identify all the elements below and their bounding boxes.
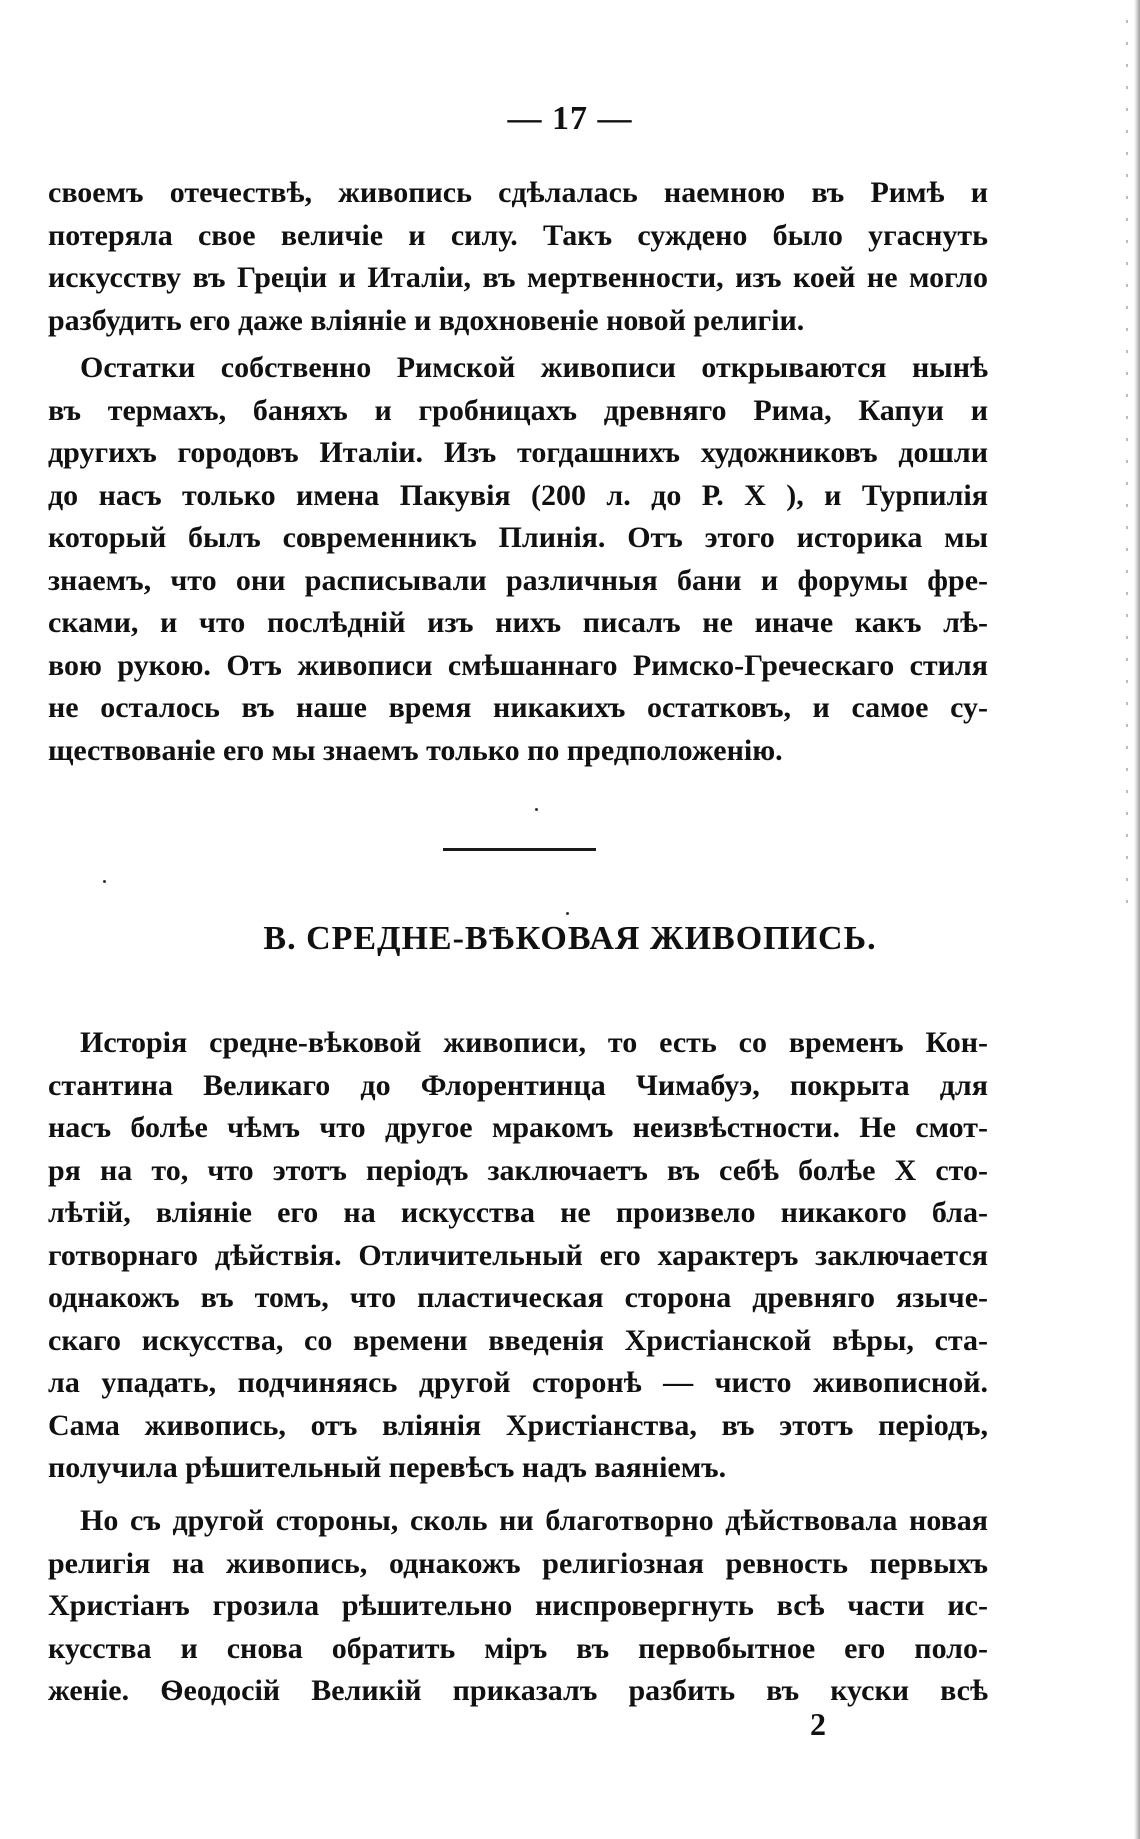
section-heading: В. СРЕДНЕ-ВѢКОВАЯ ЖИВОПИСЬ. [263,920,877,957]
paragraph-2 [48,347,988,772]
print-speck [535,808,538,811]
text-line: въ термахъ, баняхъ и гробницахъ древняго Рима, Капуи и [48,393,988,427]
text-line: до насъ только имена Пакувія (200 л. до Р. Х ), и Турпилія [48,478,988,512]
text-line: вою рукою. Отъ живописи смѣшаннаго Римско-Греческаго стиля [48,648,988,682]
text-line: потеряла свое величіе и силу. Такъ суждено было угаснуть [48,218,988,252]
paragraph-4 [48,1500,988,1713]
text-line: Остатки собственно Римской живописи открываются нынѣ [80,351,988,384]
section-divider [443,848,596,851]
text-line: получила рѣшительный перевѣсъ надъ ваяніемъ. [48,1451,727,1484]
text-line: готворнаго дѣйствія. Отличительный его характеръ заключается [48,1238,988,1272]
page-number: — 17 — [507,100,633,137]
signature-mark: 2 [810,1706,826,1742]
text-line: другихъ городовъ Италіи. Изъ тогдашнихъ художниковъ дошли [48,436,988,469]
print-speck [103,880,106,883]
text-line: ществованіе его мы знаемъ только по предположенію. [48,733,783,767]
paragraph-3 [48,1022,988,1490]
text-line: искусству въ Греціи и Италіи, въ мертвенности, изъ коей не могло [48,261,988,294]
text-line: Христіанъ грозила рѣшительно ниспровергнуть всѣ части ис- [48,1589,988,1622]
paragraph-1 [48,172,988,342]
paragraph-text [48,347,988,772]
text-line: насъ болѣе чѣмъ что другое мракомъ неизвѣстности. Не смот- [48,1111,988,1144]
text-line: скаго искусства, со времени введенія Христіанской вѣры, ста- [48,1323,988,1357]
text-line: однакожъ въ томъ, что пластическая сторона древняго языче- [48,1281,988,1314]
text-line: стантина Великаго до Флорентинца Чимабуэ, покрыта для [48,1068,988,1102]
text-line: разбудить его даже вліяніе и вдохновеніе новой религіи. [48,303,805,337]
text-line: женіе. Ѳеодосій Великій приказалъ разбить въ куски всѣ [48,1674,988,1707]
text-line: Сама живопись, отъ вліянія Христіанства, въ этотъ періодъ, [48,1408,988,1442]
page-edge-marks [1126,20,1128,920]
text-line: лѣтій, вліяніе его на искусства не произвело никакого бла- [48,1196,988,1229]
paragraph-text [48,1022,988,1490]
text-line: кусства и снова обратить міръ въ первобытное его поло- [48,1631,988,1665]
text-line: Исторія средне-вѣковой живописи, то есть со временъ Кон- [80,1026,988,1059]
text-line: сками, и что послѣдній изъ нихъ писалъ не иначе какъ лѣ- [48,606,988,639]
text-line: ла упадать, подчиняясь другой сторонѣ — чисто живописной. [48,1366,988,1399]
paragraph-text [48,1500,988,1713]
text-line: знаемъ, что они расписывали различныя бани и форумы фре- [48,563,988,597]
text-line: не осталось въ наше время никакихъ остатковъ, и самое су- [48,691,988,724]
paragraph-text [48,172,988,342]
text-line: который былъ современникъ Плинія. Отъ этого историка мы [48,521,988,554]
print-speck [566,912,569,915]
text-line: религія на живопись, однакожъ религіозная ревность первыхъ [48,1546,988,1580]
text-line: ря на то, что этотъ періодъ заключаетъ въ себѣ болѣе X сто- [48,1153,988,1187]
text-line: своемъ отечествѣ, живопись сдѣлалась наемною въ Римѣ и [48,176,988,209]
text-line: Но съ другой стороны, сколь ни благотворно дѣйствовала новая [80,1504,988,1537]
